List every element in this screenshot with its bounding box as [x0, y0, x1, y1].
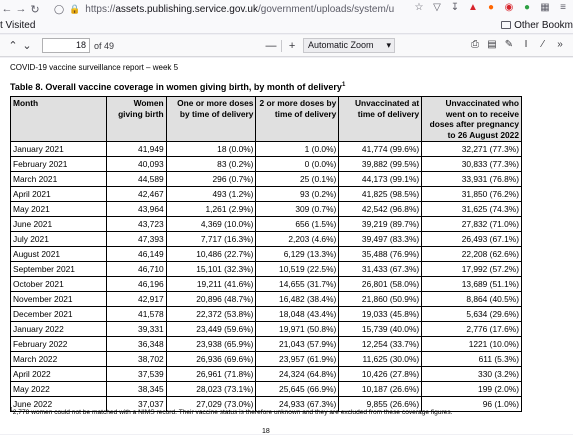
- table-cell: 26,493 (67.1%): [422, 232, 522, 247]
- pdf-right-tools: [470, 39, 565, 50]
- table-cell: 1,261 (2.9%): [166, 202, 256, 217]
- browser-toolbar-icons: [413, 2, 569, 14]
- zoom-select-label: Automatic Zoom: [308, 40, 374, 50]
- table-cell: 15,101 (32.3%): [166, 262, 256, 277]
- table-cell: 1 (0.0%): [256, 142, 339, 157]
- month-cell: May 2021: [11, 202, 107, 217]
- month-cell: December 2021: [11, 307, 107, 322]
- table-cell: 22,372 (53.8%): [166, 307, 256, 322]
- table-row: [11, 322, 522, 337]
- bookmark-other-bookmarks[interactable]: [501, 20, 573, 31]
- table-cell: 26,801 (58.0%): [339, 277, 422, 292]
- reload-icon[interactable]: ↻: [30, 3, 40, 16]
- month-cell: March 2022: [11, 352, 107, 367]
- print-icon[interactable]: ⎙: [471, 39, 479, 50]
- browser-url-bar: [0, 0, 573, 18]
- table-cell: 18,048 (43.4%): [256, 307, 339, 322]
- table-cell: 43,723: [106, 217, 166, 232]
- table-cell: 96 (1.0%): [422, 397, 522, 412]
- star-bookmark-icon[interactable]: ☆: [414, 2, 424, 13]
- extension-green-icon[interactable]: ●: [523, 2, 531, 13]
- column-header: One or more doses by time of delivery: [166, 97, 256, 142]
- table-cell: 17,992 (57.2%): [422, 262, 522, 277]
- footnote-text: 2,778 women could not be matched with a NIMS record. Their vaccine status is therefore unknown and they are excluded from these coverage figures.: [12, 409, 453, 417]
- folder-icon: [501, 21, 511, 29]
- pdf-page: [0, 58, 573, 434]
- table-cell: 41,774 (99.6%): [339, 142, 422, 157]
- month-cell: April 2021: [11, 187, 107, 202]
- table-cell: 13,689 (51.1%): [422, 277, 522, 292]
- page-number-input[interactable]: 18: [42, 38, 90, 53]
- column-header: 2 or more doses by time of delivery: [256, 97, 339, 142]
- table-cell: 21,043 (57.9%): [256, 337, 339, 352]
- table-row: [11, 277, 522, 292]
- month-cell: May 2022: [11, 382, 107, 397]
- table-cell: 0 (0.0%): [256, 157, 339, 172]
- month-cell: June 2022: [11, 397, 107, 412]
- zoom-in-icon[interactable]: +: [288, 39, 296, 52]
- month-cell: February 2021: [11, 157, 107, 172]
- table-cell: 46,196: [106, 277, 166, 292]
- table-cell: 37,539: [106, 367, 166, 382]
- zoom-select[interactable]: [303, 38, 395, 53]
- table-header-row: [11, 97, 522, 142]
- table-row: [11, 352, 522, 367]
- vaccine-coverage-table: [10, 96, 522, 412]
- column-header: Month: [11, 97, 107, 142]
- table-cell: 15,739 (40.0%): [339, 322, 422, 337]
- table-cell: 14,655 (31.7%): [256, 277, 339, 292]
- month-cell: November 2021: [11, 292, 107, 307]
- month-cell: July 2021: [11, 232, 107, 247]
- table-cell: 309 (0.7%): [256, 202, 339, 217]
- table-row: [11, 142, 522, 157]
- table-row: [11, 307, 522, 322]
- page-count: of 49: [94, 40, 115, 51]
- footnote-mark: 1: [10, 407, 13, 413]
- shield-icon[interactable]: ◯: [54, 3, 65, 14]
- table-body: [11, 142, 522, 412]
- table-cell: 20,896 (48.7%): [166, 292, 256, 307]
- ublock-icon[interactable]: ▲: [468, 2, 478, 13]
- table-cell: 31,850 (76.2%): [422, 187, 522, 202]
- table-cell: 611 (5.3%): [422, 352, 522, 367]
- table-cell: 27,029 (73.0%): [166, 397, 256, 412]
- table-row: [11, 337, 522, 352]
- table-cell: 83 (0.2%): [166, 157, 256, 172]
- table-cell: 42,917: [106, 292, 166, 307]
- table-row: [11, 157, 522, 172]
- table-cell: 2,776 (17.6%): [422, 322, 522, 337]
- table-cell: 40,093: [106, 157, 166, 172]
- table-cell: 26,961 (71.8%): [166, 367, 256, 382]
- table-row: [11, 202, 522, 217]
- back-arrow-icon[interactable]: ←: [1, 3, 13, 15]
- table-row: [11, 382, 522, 397]
- table-cell: 16,482 (38.4%): [256, 292, 339, 307]
- zoom-out-icon[interactable]: —: [265, 39, 277, 52]
- table-cell: 32,271 (77.3%): [422, 142, 522, 157]
- table-cell: 37,037: [106, 397, 166, 412]
- table-cell: 41,825 (98.5%): [339, 187, 422, 202]
- table-cell: 19,971 (50.8%): [256, 322, 339, 337]
- draw-icon[interactable]: ⁄: [542, 39, 544, 50]
- download-icon[interactable]: ↧: [450, 2, 460, 13]
- table-cell: 330 (3.2%): [422, 367, 522, 382]
- extension-red-icon[interactable]: ◉: [504, 2, 514, 13]
- table-cell: 9,855 (26.6%): [339, 397, 422, 412]
- table-cell: 44,173 (99.1%): [339, 172, 422, 187]
- url-text: https://assets.publishing.service.gov.uk/government/uploads/system/u: [85, 3, 395, 15]
- table-cell: 93 (0.2%): [256, 187, 339, 202]
- table-cell: 296 (0.7%): [166, 172, 256, 187]
- save-icon[interactable]: ▤: [487, 39, 497, 50]
- toolbar-separator: [281, 40, 282, 52]
- table-cell: 19,033 (45.8%): [339, 307, 422, 322]
- table-cell: 493 (1.2%): [166, 187, 256, 202]
- table-cell: 26,936 (69.6%): [166, 352, 256, 367]
- table-cell: 10,519 (22.5%): [256, 262, 339, 277]
- table-cell: 24,933 (67.3%): [256, 397, 339, 412]
- table-cell: 10,486 (22.7%): [166, 247, 256, 262]
- bookmarks-bar: [0, 18, 573, 34]
- month-cell: September 2021: [11, 262, 107, 277]
- table-cell: 18 (0.0%): [166, 142, 256, 157]
- table-cell: 41,578: [106, 307, 166, 322]
- tools-menu-icon[interactable]: »: [557, 39, 563, 50]
- table-cell: 46,149: [106, 247, 166, 262]
- table-cell: 42,542 (96.8%): [339, 202, 422, 217]
- table-cell: 36,348: [106, 337, 166, 352]
- table-cell: 39,882 (99.5%): [339, 157, 422, 172]
- table-cell: 39,331: [106, 322, 166, 337]
- table-row: [11, 247, 522, 262]
- table-cell: 1221 (10.0%): [422, 337, 522, 352]
- table-cell: 41,949: [106, 142, 166, 157]
- table-row: [11, 217, 522, 232]
- table-title-text: Table 8. Overall vaccine coverage in women giving birth, by month of delivery: [10, 82, 342, 92]
- table-cell: 25,645 (66.9%): [256, 382, 339, 397]
- table-cell: 23,449 (59.6%): [166, 322, 256, 337]
- menu-icon[interactable]: ≡: [560, 2, 566, 13]
- table-cell: 38,345: [106, 382, 166, 397]
- url-field[interactable]: [54, 1, 395, 17]
- table-cell: 33,931 (76.8%): [422, 172, 522, 187]
- month-cell: January 2022: [11, 322, 107, 337]
- table-cell: 31,625 (74.3%): [422, 202, 522, 217]
- table-cell: 21,860 (50.9%): [339, 292, 422, 307]
- table-row: [11, 292, 522, 307]
- table-cell: 43,964: [106, 202, 166, 217]
- footnote: [10, 407, 452, 416]
- column-header: Unvaccinated at time of delivery: [339, 97, 422, 142]
- table-cell: 44,589: [106, 172, 166, 187]
- previous-page-icon[interactable]: ⌃: [8, 40, 18, 52]
- table-row: [11, 367, 522, 382]
- forward-arrow-icon[interactable]: →: [15, 3, 27, 15]
- table-cell: 10,426 (27.8%): [339, 367, 422, 382]
- lock-icon[interactable]: 🔒: [69, 3, 81, 14]
- table-cell: 24,324 (64.8%): [256, 367, 339, 382]
- table-cell: 35,488 (76.9%): [339, 247, 422, 262]
- month-cell: August 2021: [11, 247, 107, 262]
- table-cell: 6,129 (13.3%): [256, 247, 339, 262]
- table-cell: 31,433 (67.3%): [339, 262, 422, 277]
- chevron-down-icon: ▾: [386, 40, 392, 50]
- table-cell: 8,864 (40.5%): [422, 292, 522, 307]
- month-cell: October 2021: [11, 277, 107, 292]
- table-cell: 42,467: [106, 187, 166, 202]
- month-cell: February 2022: [11, 337, 107, 352]
- table-row: [11, 262, 522, 277]
- table-cell: 11,625 (30.0%): [339, 352, 422, 367]
- table-row: [11, 172, 522, 187]
- table-cell: 30,833 (77.3%): [422, 157, 522, 172]
- pocket-icon[interactable]: ▽: [433, 2, 441, 13]
- month-cell: January 2021: [11, 142, 107, 157]
- table-cell: 23,957 (61.9%): [256, 352, 339, 367]
- column-header: Unvaccinated who went on to receive doses after pregnancy to 26 August 2022: [422, 97, 522, 142]
- pdf-toolbar: [0, 35, 573, 57]
- bookmark-most-visited[interactable]: t Visited: [0, 20, 36, 31]
- table-title: [10, 82, 345, 92]
- table-cell: 2,203 (4.6%): [256, 232, 339, 247]
- highlight-icon[interactable]: ✎: [504, 39, 514, 50]
- table-cell: 25 (0.1%): [256, 172, 339, 187]
- table-cell: 27,832 (71.0%): [422, 217, 522, 232]
- month-cell: June 2021: [11, 217, 107, 232]
- table-cell: 199 (2.0%): [422, 382, 522, 397]
- extension-orange-icon[interactable]: ●: [487, 2, 495, 13]
- table-title-footnote-mark: 1: [341, 82, 346, 88]
- table-cell: 23,938 (65.9%): [166, 337, 256, 352]
- table-row: [11, 187, 522, 202]
- table-cell: 5,634 (29.6%): [422, 307, 522, 322]
- table-row: [11, 232, 522, 247]
- other-bookmarks-label: Other Bookm: [514, 20, 573, 31]
- table-cell: 12,254 (33.7%): [339, 337, 422, 352]
- table-cell: 10,187 (26.6%): [339, 382, 422, 397]
- month-cell: March 2021: [11, 172, 107, 187]
- column-header: Women giving birth: [106, 97, 166, 142]
- table-cell: 28,023 (73.1%): [166, 382, 256, 397]
- month-cell: April 2022: [11, 367, 107, 382]
- table-cell: 19,211 (41.6%): [166, 277, 256, 292]
- next-page-icon[interactable]: ⌄: [22, 40, 32, 52]
- page-number-footer: 18: [262, 428, 270, 435]
- extensions-puzzle-icon[interactable]: ▦: [540, 2, 550, 13]
- text-tool-icon[interactable]: I: [524, 39, 528, 50]
- table-cell: 7,717 (16.3%): [166, 232, 256, 247]
- report-title: COVID-19 vaccine surveillance report – week 5: [10, 63, 179, 72]
- table-cell: 656 (1.5%): [256, 217, 339, 232]
- table-cell: 39,219 (89.7%): [339, 217, 422, 232]
- table-cell: 22,208 (62.6%): [422, 247, 522, 262]
- table-cell: 46,710: [106, 262, 166, 277]
- table-cell: 4,369 (10.0%): [166, 217, 256, 232]
- table-cell: 39,497 (83.3%): [339, 232, 422, 247]
- table-cell: 47,393: [106, 232, 166, 247]
- table-cell: 38,702: [106, 352, 166, 367]
